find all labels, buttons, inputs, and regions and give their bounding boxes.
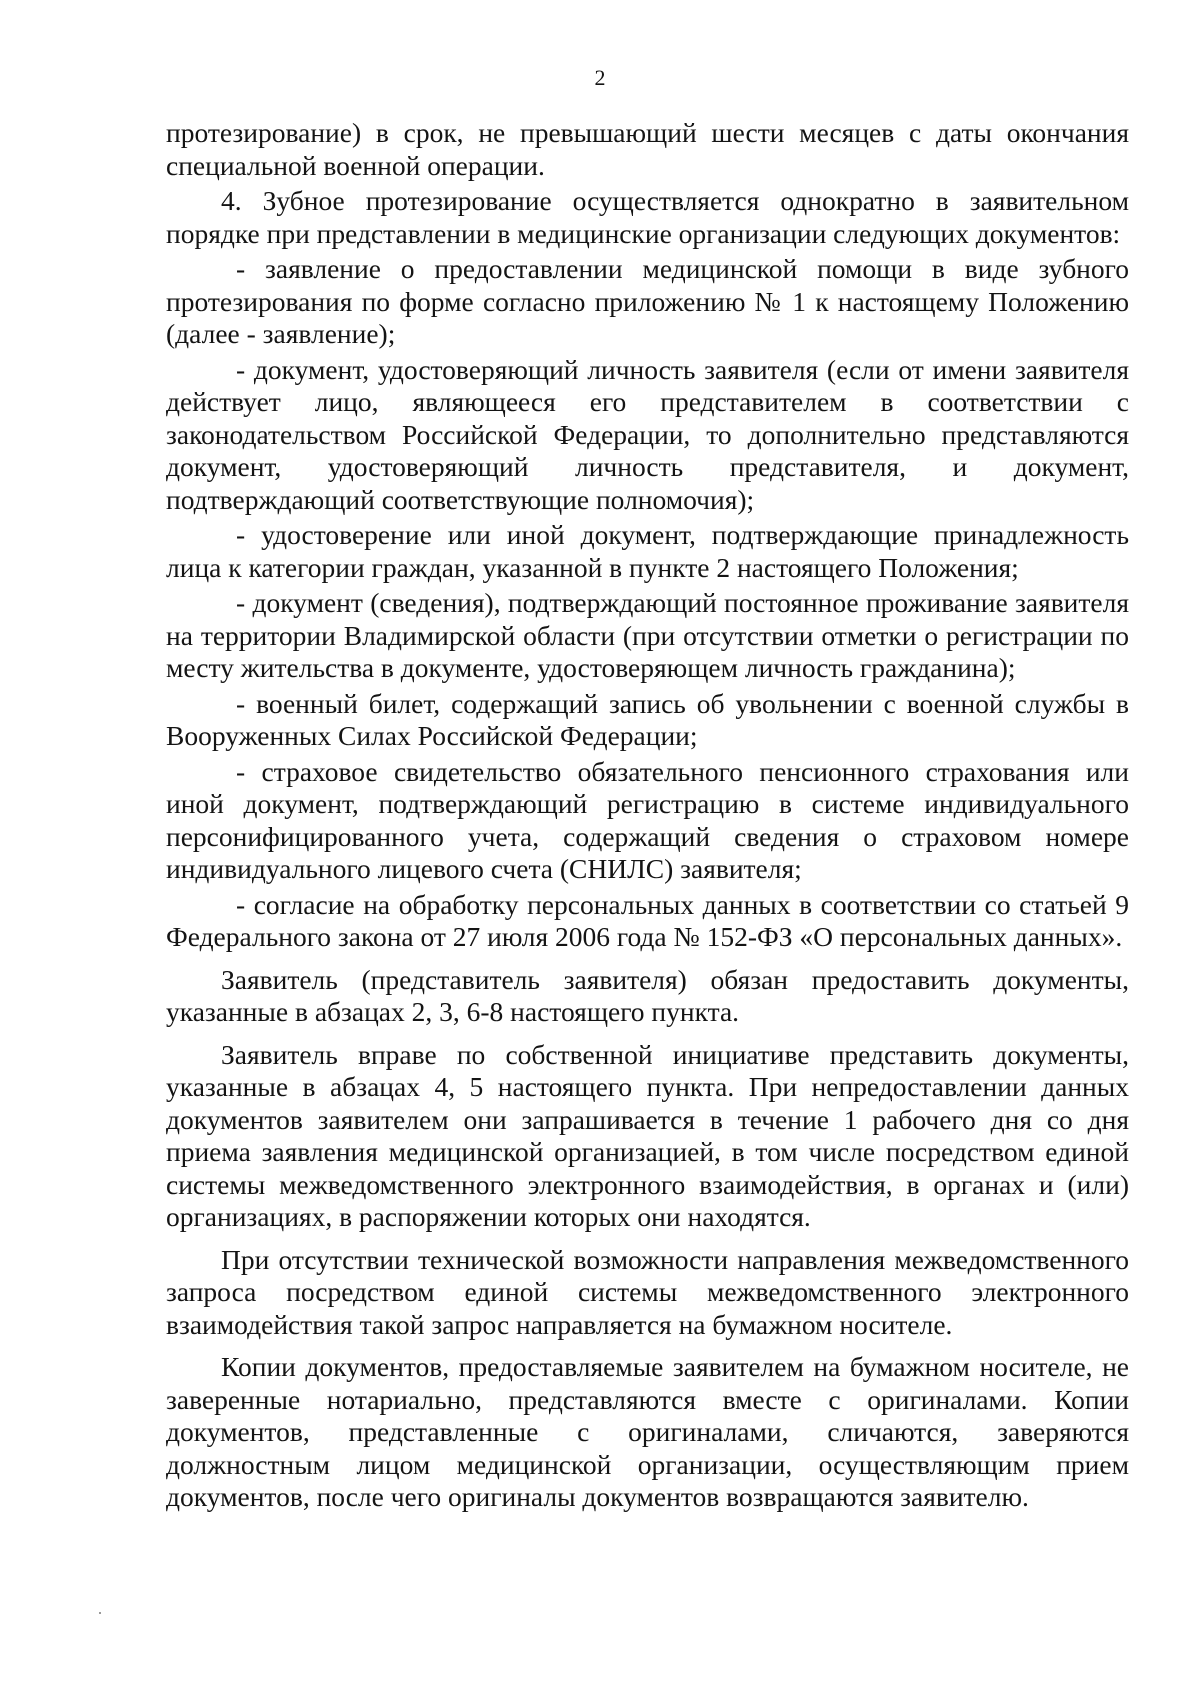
list-item-residence-document: - документ (сведения), подтверждающий постоянное проживание заявителя на территории Владимирской области (при отсутствии отметки о регистрации по месту жительства в документе, удостоверяющем личность гражданина); (166, 587, 1129, 683)
scan-speck (99, 1612, 101, 1614)
list-item-data-consent: - согласие на обработку персональных данных в соответствии со статьей 9 Федерального закона от 27 июля 2006 года № 152-ФЗ «О персональных данных». (166, 888, 1129, 952)
paragraph-paper-request: При отсутствии технической возможности направления межведомственного запроса посредством единой системы межведомственного электронного взаимодействия такой запрос направляется на бумажном носителе. (166, 1243, 1129, 1340)
page-number: 2 (594, 65, 606, 90)
list-item-identity-document: - документ, удостоверяющий личность заявителя (если от имени заявителя действует лицо, являющееся его представителем в соответствии с законодательством Российской Федерации, то дополнительно представляются документ, удостоверяющий личность представителя, и документ, подтверждающий соответствующие полномочия); (166, 353, 1129, 515)
paragraph-initiative: Заявитель вправе по собственной инициативе представить документы, указанные в абзацах 4, 5 настоящего пункта. При непредоставлении данных документов заявителем они запрашивается в течение 1 рабочего дня со дня приема заявления медицинской организацией, в том числе посредством единой системы межведомственного электронного взаимодействия, в органах и (или) организациях, в распоряжении которых они находятся. (166, 1038, 1129, 1232)
list-item-snils: - страховое свидетельство обязательного пенсионного страхования или иной документ, подтверждающий регистрацию в системе индивидуального персонифицированного учета, содержащий сведения о страховом номере индивидуального лицевого счета (СНИЛС) заявителя; (166, 755, 1129, 884)
list-item-application: - заявление о предоставлении медицинской помощи в виде зубного протезирования по форме согласно приложению № 1 к настоящему Положению (далее - заявление); (166, 253, 1129, 349)
paragraph-copies: Копии документов, предоставляемые заявителем на бумажном носителе, не заверенные нотариально, представляются вместе с оригиналами. Копии документов, представленные с оригиналами, сличаются, заверяются должностным лицом медицинской организации, осуществляющим прием документов, после чего оригиналы документов возвращаются заявителю. (166, 1351, 1129, 1512)
document-body (166, 117, 1129, 1517)
paragraph-clause-4: 4. Зубное протезирование осуществляется однократно в заявительном порядке при представлении в медицинские организации следующих документов: (166, 185, 1129, 249)
list-item-category-certificate: - удостоверение или иной документ, подтверждающие принадлежность лица к категории граждан, указанной в пункте 2 настоящего Положения; (166, 519, 1129, 583)
paragraph-obligation: Заявитель (представитель заявителя) обязан предоставить документы, указанные в абзацах 2, 3, 6-8 настоящего пункта. (166, 963, 1129, 1027)
paragraph-continuation: протезирование) в срок, не превышающий шести месяцев с даты окончания специальной военной операции. (166, 117, 1129, 181)
list-item-military-id: - военный билет, содержащий запись об увольнении с военной службы в Вооруженных Силах Российской Федерации; (166, 687, 1129, 751)
